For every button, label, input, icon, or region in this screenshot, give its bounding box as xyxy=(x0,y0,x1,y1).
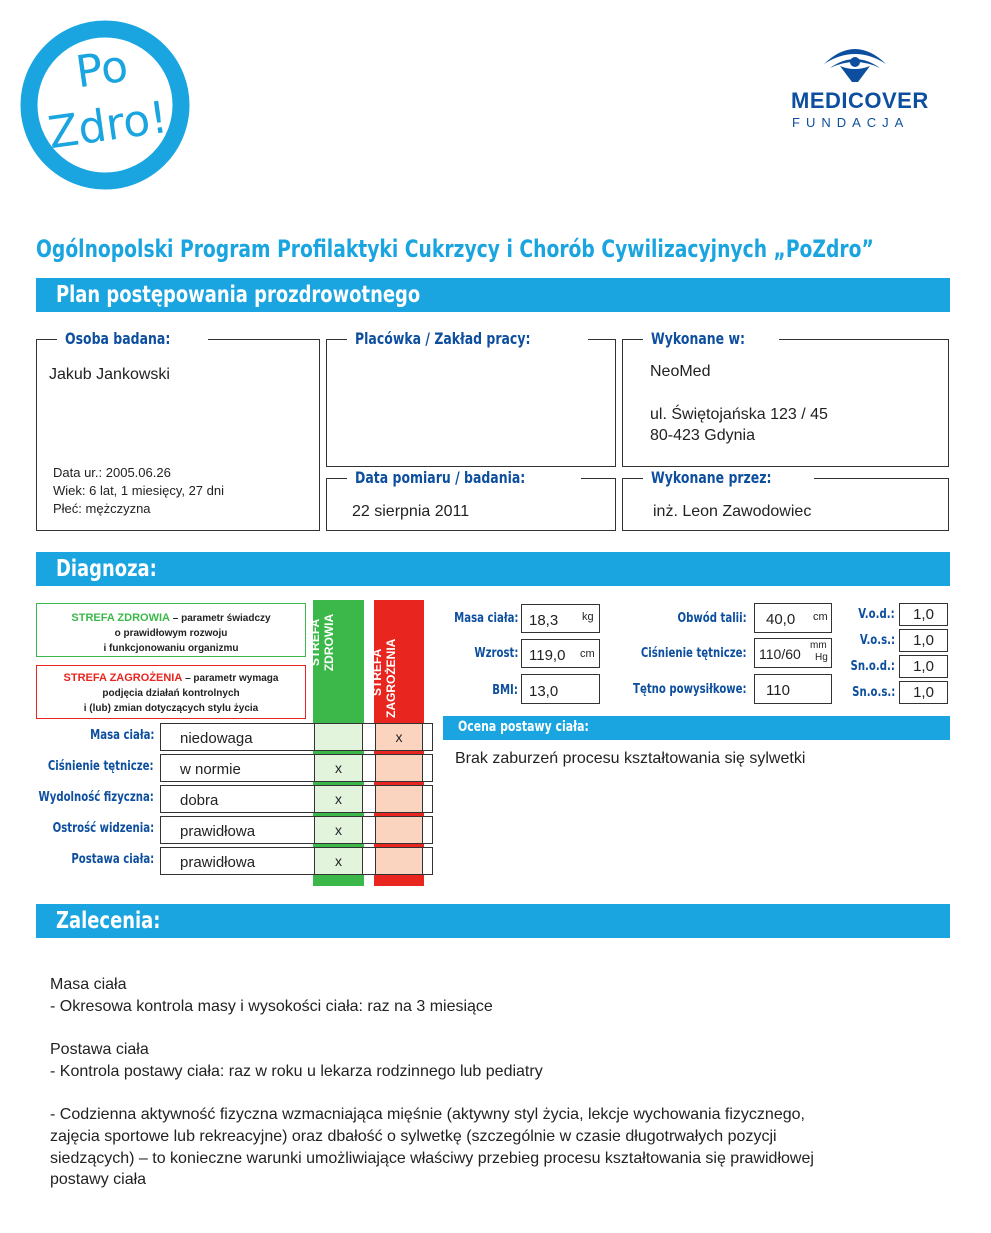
diagnoza-band xyxy=(36,552,950,586)
wykonane-w-address2: 80-423 Gdynia xyxy=(650,427,755,444)
vos-label: V.o.s.: xyxy=(859,633,895,648)
bmi-value: 13,0 xyxy=(529,683,559,700)
plan-title: Plan postępowania prozdrowotnego xyxy=(56,282,421,308)
diagnosis-row-value: prawidłowa xyxy=(180,854,256,871)
zalecenia-line: Masa ciała xyxy=(50,976,127,993)
diagnosis-row-value: prawidłowa xyxy=(180,823,256,840)
diagnosis-row-value: w normie xyxy=(180,761,241,778)
legend-health-line3: i funkcjonowaniu organizmu xyxy=(103,643,239,654)
legend-danger-line3: i (lub) zmian dotyczących stylu życia xyxy=(83,703,259,714)
legend-health-line2: o prawidłowym rozwoju xyxy=(114,628,228,639)
data-pomiaru-label: Data pomiaru / badania: xyxy=(347,468,581,488)
legend-health-rest1: – parametr świadczy xyxy=(169,613,271,624)
vod-label: V.o.d.: xyxy=(858,607,895,622)
diagnosis-row-green-mark: x xyxy=(314,754,363,782)
diagnosis-row-label: Ciśnienie tętnicze: xyxy=(48,759,154,774)
zalecenia-line xyxy=(50,1017,930,1039)
medicover-sub: FUNDACJA xyxy=(792,115,910,130)
diagnosis-row-green-mark xyxy=(314,723,363,751)
snod-value: 1,0 xyxy=(913,658,934,675)
medicover-person-icon xyxy=(820,38,890,86)
medicover-logo xyxy=(780,38,940,133)
legend-danger xyxy=(36,665,306,719)
tetno-label: Tętno powysiłkowe: xyxy=(633,682,747,697)
diagnosis-row-label: Ostrość widzenia: xyxy=(52,821,154,836)
diagnosis-row-label: Postawa ciała: xyxy=(71,852,154,867)
diagnosis-row-red-mark xyxy=(375,754,423,782)
medicover-name: MEDICOVER xyxy=(791,88,929,113)
snos-label: Sn.o.s.: xyxy=(851,685,895,700)
osoba-sex: Płeć: mężczyzna xyxy=(53,501,151,516)
obwod-value: 40,0 xyxy=(766,611,796,628)
zalecenia-title: Zalecenia: xyxy=(56,908,161,934)
cisnienie-field xyxy=(754,638,832,668)
pozdro-logo-line1: Po xyxy=(72,40,132,99)
diagnosis-row-red-mark xyxy=(375,785,423,813)
masa-unit: kg xyxy=(582,611,594,623)
postawa-band xyxy=(443,716,950,740)
legend-danger-line2: podjęcia działań kontrolnych xyxy=(102,688,240,699)
obwod-field xyxy=(754,603,832,633)
wzrost-label: Wzrost: xyxy=(474,646,518,661)
masa-label: Masa ciała: xyxy=(453,611,518,626)
program-title: Ogólnopolski Program Profilaktyki Cukrzycy i Chorób Cywilizacyjnych „PoZdro” xyxy=(36,235,874,263)
wykonane-przez-value: inż. Leon Zawodowiec xyxy=(653,503,812,520)
placowka-box xyxy=(326,329,616,467)
diagnosis-row-green-mark: x xyxy=(314,816,363,844)
masa-field xyxy=(521,604,600,633)
wzrost-field xyxy=(521,639,600,668)
vos-field xyxy=(899,629,948,652)
data-pomiaru-box xyxy=(326,468,616,531)
placowka-label: Placówka / Zakład pracy: xyxy=(347,329,588,349)
osoba-age: Wiek: 6 lat, 1 miesięcy, 27 dni xyxy=(53,483,224,498)
wykonane-w-box xyxy=(622,329,949,467)
snos-value: 1,0 xyxy=(913,684,934,701)
zalecenia-band xyxy=(36,904,950,938)
zone-red-label: STREFA ZAGROŻENIA xyxy=(370,638,398,718)
zone-green-label: STREFA ZDROWIA xyxy=(308,613,336,672)
wzrost-value: 119,0 xyxy=(529,647,566,664)
wykonane-przez-box xyxy=(622,468,949,531)
diagnoza-title: Diagnoza: xyxy=(56,556,157,582)
legend-health xyxy=(36,603,306,657)
zalecenia-line: - Okresowa kontrola masy i wysokości ciała: raz na 3 miesiące xyxy=(50,997,493,1015)
plan-band xyxy=(36,278,950,312)
postawa-value: Brak zaburzeń procesu kształtowania się sylwetki xyxy=(455,750,806,767)
diagnosis-row-value: niedowaga xyxy=(180,730,253,747)
vod-value: 1,0 xyxy=(913,606,934,623)
wykonane-w-address1: ul. Świętojańska 123 / 45 xyxy=(650,406,828,423)
tetno-value: 110 xyxy=(766,682,790,699)
cisnienie-unit-top: mm xyxy=(810,640,827,651)
diagnosis-row-red-mark: x xyxy=(375,723,423,751)
wzrost-unit: cm xyxy=(580,648,595,660)
bmi-label: BMI: xyxy=(492,683,518,698)
diagnosis-row-red-mark xyxy=(375,847,423,875)
zalecenia-line: postawy ciała xyxy=(50,1171,147,1189)
data-pomiaru-value: 22 sierpnia 2011 xyxy=(352,503,470,520)
diagnosis-row-green-mark: x xyxy=(314,785,363,813)
osoba-box xyxy=(36,329,320,531)
snod-field xyxy=(899,655,948,678)
zalecenia-text xyxy=(50,974,930,1191)
diagnosis-row-green-mark: x xyxy=(314,847,363,875)
osoba-label: Osoba badana: xyxy=(57,329,208,349)
zalecenia-line: zajęcia sportowe lub rekreacyjne) oraz dbałość o sylwetkę (szczególnie w czasie długotrwałych pozycji xyxy=(50,1127,777,1145)
snod-label: Sn.o.d.: xyxy=(850,659,895,674)
legend-danger-strong: STREFA ZAGROŻENIA xyxy=(63,672,183,684)
zalecenia-line: siedzących) – to konieczne warunki umożliwiające właściwy przebieg procesu kształtowania się prawidłowej xyxy=(50,1149,814,1167)
masa-value: 18,3 xyxy=(529,612,559,629)
wykonane-przez-label: Wykonane przez: xyxy=(643,468,814,488)
zalecenia-line: Postawa ciała xyxy=(50,1041,149,1059)
vos-value: 1,0 xyxy=(913,632,934,649)
zalecenia-line: - Kontrola postawy ciała: raz w roku u lekarza rodzinnego lub pediatry xyxy=(50,1062,543,1080)
bmi-field xyxy=(521,674,600,704)
obwod-label: Obwód talii: xyxy=(677,611,747,626)
osoba-name: Jakub Jankowski xyxy=(49,366,170,383)
wykonane-w-label: Wykonane w: xyxy=(643,329,779,349)
pozdro-logo xyxy=(18,18,193,193)
postawa-label: Ocena postawy ciała: xyxy=(458,719,589,735)
zalecenia-line xyxy=(50,1083,930,1105)
tetno-field xyxy=(754,674,832,704)
zalecenia-line: - Codzienna aktywność fizyczna wzmacniająca mięśnie (aktywny styl życia, lekcje wychowania fizycznego, xyxy=(50,1106,805,1124)
cisnienie-value: 110/60 xyxy=(759,646,801,662)
pozdro-logo-line2: Zdro! xyxy=(45,91,171,160)
diagnosis-row-red-mark xyxy=(375,816,423,844)
osoba-dob: Data ur.: 2005.06.26 xyxy=(53,465,171,480)
legend-danger-rest1: – parametr wymaga xyxy=(182,673,279,684)
vod-field xyxy=(899,603,948,626)
cisnienie-unit-bottom: Hg xyxy=(815,652,828,663)
snos-field xyxy=(899,681,948,704)
diagnosis-row-value: dobra xyxy=(180,792,219,809)
wykonane-w-name: NeoMed xyxy=(650,363,711,380)
obwod-unit: cm xyxy=(813,611,828,623)
cisnienie-label: Ciśnienie tętnicze: xyxy=(641,646,747,661)
diagnosis-row-label: Wydolność fizyczna: xyxy=(38,790,154,805)
legend-health-strong: STREFA ZDROWIA xyxy=(71,612,170,624)
diagnosis-row-label: Masa ciała: xyxy=(89,728,154,743)
